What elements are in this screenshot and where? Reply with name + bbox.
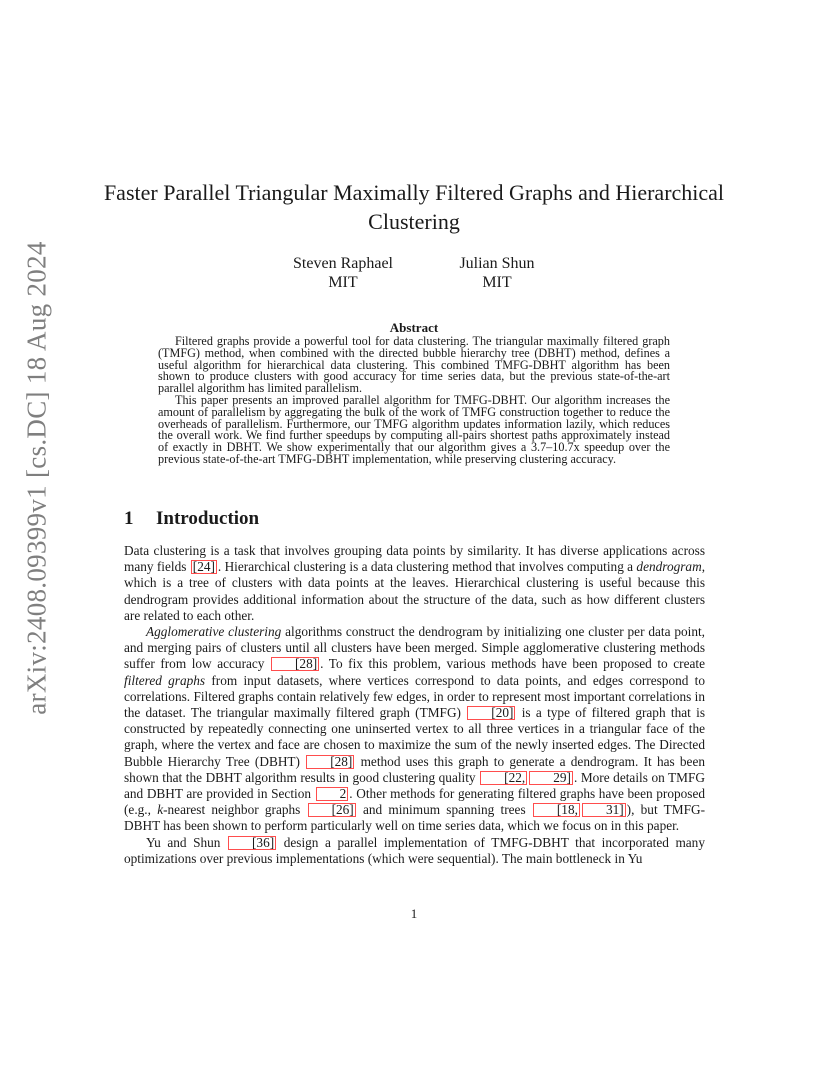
text: Yu and Shun — [146, 834, 227, 850]
text: . To fix this problem, various methods have been proposed to create — [320, 656, 705, 672]
page-number: 1 — [410, 906, 418, 921]
emphasis: dendrogram — [636, 559, 702, 575]
author-name: Steven Raphael — [293, 255, 393, 272]
citation-link[interactable]: [28] — [271, 657, 319, 671]
text: . Hierarchical clustering is a data clustering method that involves computing a — [217, 559, 637, 575]
citation-link[interactable]: [28] — [306, 755, 354, 769]
emphasis: Agglomerative clustering — [146, 624, 282, 640]
author-affiliation: MIT — [328, 274, 358, 291]
citation-link[interactable]: [20] — [467, 706, 515, 720]
author-name: Julian Shun — [459, 255, 535, 272]
section-link[interactable]: 2 — [316, 787, 349, 801]
citation-link[interactable]: [24] — [192, 559, 215, 575]
text: and minimum spanning trees — [356, 802, 532, 818]
text: ), but TMFG-DBHT has been shown to perform particularly well on time series data, which we focus on in this paper. — [124, 802, 705, 834]
paragraph-3 — [124, 835, 705, 867]
arxiv-stamp-text: arXiv:2408.09399v1 [cs.DC] 18 Aug 2024 — [21, 241, 52, 715]
abstract-heading: Abstract — [389, 320, 439, 335]
paragraph-2 — [124, 624, 705, 835]
author-affiliation: MIT — [482, 274, 512, 291]
section-title: Introduction — [156, 508, 260, 529]
emphasis: k — [157, 802, 164, 818]
citation-link[interactable]: 31] — [582, 803, 626, 817]
section-heading — [124, 508, 259, 530]
text: . More details on TMFG and DBHT are provided in Section — [124, 769, 705, 802]
text: is a type of filtered graph that is constructed by repeatedly connecting one uninserted vertex to all three vertices in a triangular face of the graph, where the vertex and face are chosen to maximize the sum of the newly inserted edges. The Directed Bubble Hierarchy Tree (DBHT) — [124, 705, 705, 769]
intro-body — [124, 543, 705, 867]
text: Data clustering is a task that involves grouping data points by similarity. It has diverse applications across many fields — [124, 543, 705, 575]
emphasis: filtered graphs — [124, 672, 206, 688]
text: . Other methods for generating filtered graphs have been proposed (e.g., — [124, 786, 705, 818]
section-number: 1 — [124, 508, 134, 529]
citation-link[interactable]: [22, — [480, 771, 527, 785]
author-1 — [283, 254, 403, 292]
abstract-paragraph-2: This paper presents an improved parallel algorithm for TMFG-DBHT. Our algorithm increases the amount of parallelism by aggregating the bulk of the work of TMFG construction together to reduce the overheads of parallelism. Furthermore, our TMFG algorithm updates information lazily, which reduces the overall work. We find further speedups by computing all-pairs shortest paths approximately instead of exactly in DBHT. We show experimentally that our algorithm gives a 3.7–10.7x speedup over the previous state-of-the-art TMFG-DBHT implementation, while preserving clustering accuracy. — [158, 392, 670, 466]
text: method uses this graph to generate a dendrogram. It has been shown that the DBHT algorithm results in good clustering quality — [124, 753, 705, 785]
author-2 — [437, 254, 557, 292]
citation-link[interactable]: [18, — [533, 803, 580, 817]
paragraph-1 — [124, 543, 705, 624]
text: design a parallel implementation of TMFG-DBHT that incorporated many optimizations over previous implementations (which were sequential). The main bottleneck in Yu — [124, 834, 705, 866]
text: from input datasets, where vertices correspond to data points, and edges correspond to correlations. Filtered graphs contain relatively few edges, in order to represent most important correlations in the dataset. The triangular maximally filtered graph (TMFG) — [124, 672, 705, 721]
citation-link[interactable]: [36] — [228, 836, 276, 850]
arxiv-stamp — [12, 241, 62, 715]
paper-title: Faster Parallel Triangular Maximally Filtered Graphs and Hierarchical Clustering — [103, 180, 725, 234]
abstract-paragraph-1: Filtered graphs provide a powerful tool for data clustering. The triangular maximally filtered graph (TMFG) method, when combined with the directed bubble hierarchy tree (DBHT) method, defines a useful algorithm for hierarchical data clustering. This combined TMFG-DBHT algorithm has been shown to produce clusters with good accuracy for time series data, but the previous state-of-the-art parallel algorithm has limited parallelism. — [158, 334, 670, 396]
citation-link[interactable]: [26] — [308, 803, 356, 817]
text: algorithms construct the dendrogram by initializing one cluster per data point, and merging pairs of clusters until all clusters have been merged. Simple agglomerative clustering methods suffer from low accuracy — [124, 624, 705, 672]
text: , which is a tree of clusters with data points at the leaves. Hierarchical clustering is useful because this dendrogram provides additional information about the structure of the data, such as how different clusters are related to each other. — [124, 559, 706, 623]
abstract — [158, 336, 670, 466]
citation-link[interactable]: 29] — [529, 771, 573, 785]
text: -nearest neighbor graphs — [163, 802, 307, 818]
